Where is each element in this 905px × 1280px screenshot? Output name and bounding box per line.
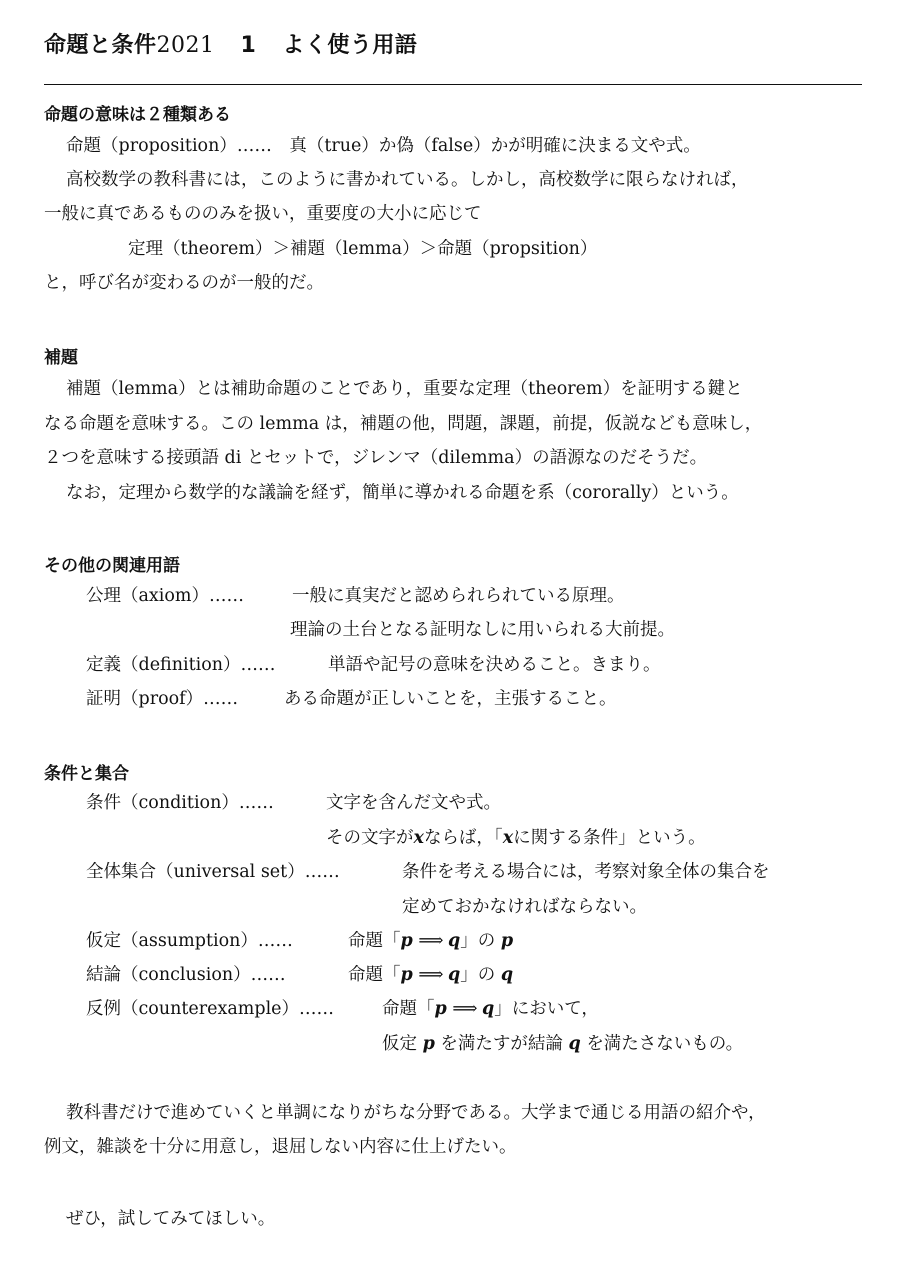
paragraph-line: と，呼び名が変わるのが一般的だ。: [44, 273, 324, 293]
paragraph-line: なお，定理から数学的な議論を経ず，簡単に導かれる命題を系（cororally）という。: [66, 483, 739, 503]
definition-line: 理論の土台となる証明なしに用いられる大前提。: [290, 620, 675, 640]
title-rule: [44, 84, 862, 85]
title-subtitle: よく使う用語: [282, 33, 418, 58]
term-condition: 条件（condition）……: [86, 793, 274, 813]
math-x: x: [413, 828, 424, 848]
implies-arrow: ⟹: [418, 965, 443, 985]
paragraph-line: 定理（theorem）＞補題（lemma）＞命題（propsition）: [128, 239, 598, 259]
term-proof: 証明（proof）……: [86, 689, 239, 709]
definition-line: 命題「p ⟹ q」において，: [382, 999, 599, 1019]
paragraph-line: ２つを意味する接頭語 di とセットで，ジレンマ（dilemma）の語源なのだそうだ。: [44, 448, 708, 468]
title-year: 2021: [156, 33, 215, 58]
implies-arrow: ⟹: [418, 931, 443, 951]
term-universal-set: 全体集合（universal set）……: [86, 862, 340, 882]
section-heading-meaning: 命題の意味は２種類ある: [44, 105, 231, 125]
title-main: 命題と条件: [44, 33, 157, 58]
paragraph-line: 命題（proposition）…… 真（true）か偽（false）かが明確に決まる文や式。: [66, 136, 701, 156]
definition-line: 条件を考える場合には，考察対象全体の集合を: [402, 862, 770, 882]
term-conclusion: 結論（conclusion）……: [86, 965, 286, 985]
term-assumption: 仮定（assumption）……: [86, 931, 293, 951]
definition-line: 単語や記号の意味を決めること。きまり。: [328, 655, 661, 675]
paragraph-line: 高校数学の教科書には，このように書かれている。しかし，高校数学に限らなければ，: [66, 170, 749, 190]
term-definition: 定義（definition）……: [86, 655, 276, 675]
definition-line: 文字を含んだ文や式。: [326, 793, 501, 813]
paragraph-line: ぜひ，試してみてほしい。: [66, 1209, 276, 1229]
paragraph-line: 例文，雑談を十分に用意し，退屈しない内容に仕上げたい。: [44, 1137, 517, 1157]
section-heading-conditions-sets: 条件と集合: [44, 764, 129, 784]
definition-line: 定めておかなければならない。: [402, 897, 647, 917]
term-axiom: 公理（axiom）……: [86, 586, 245, 606]
math-x: x: [502, 828, 514, 848]
definition-line: ある命題が正しいことを，主張すること。: [284, 689, 617, 709]
definition-line: 命題「p ⟹ q」の p: [348, 931, 514, 951]
page-title: [44, 28, 417, 59]
section-heading-lemma: 補題: [44, 348, 78, 368]
definition-line: 仮定 p を満たすが結論 q を満たさないもの。: [382, 1034, 744, 1054]
implies-arrow: ⟹: [452, 999, 477, 1019]
section-heading-related-terms: その他の関連用語: [44, 556, 180, 576]
definition-line: その文字がxならば，「xに関する条件」という。: [326, 828, 706, 848]
paragraph-line: 補題（lemma）とは補助命題のことであり，重要な定理（theorem）を証明する鍵と: [66, 379, 743, 399]
title-number: 1: [240, 33, 257, 58]
definition-line: 一般に真実だと認められられている原理。: [292, 586, 625, 606]
paragraph-line: 一般に真であるもののみを扱い，重要度の大小に応じて: [44, 204, 482, 224]
paragraph-line: 教科書だけで進めていくと単調になりがちな分野である。大学まで通じる用語の紹介や，: [66, 1103, 766, 1123]
definition-line: 命題「p ⟹ q」の q: [348, 965, 514, 985]
term-counterexample: 反例（counterexample）……: [86, 999, 335, 1019]
paragraph-line: なる命題を意味する。この lemma は，補題の他，問題，課題，前提，仮説なども意味し，: [44, 414, 763, 434]
